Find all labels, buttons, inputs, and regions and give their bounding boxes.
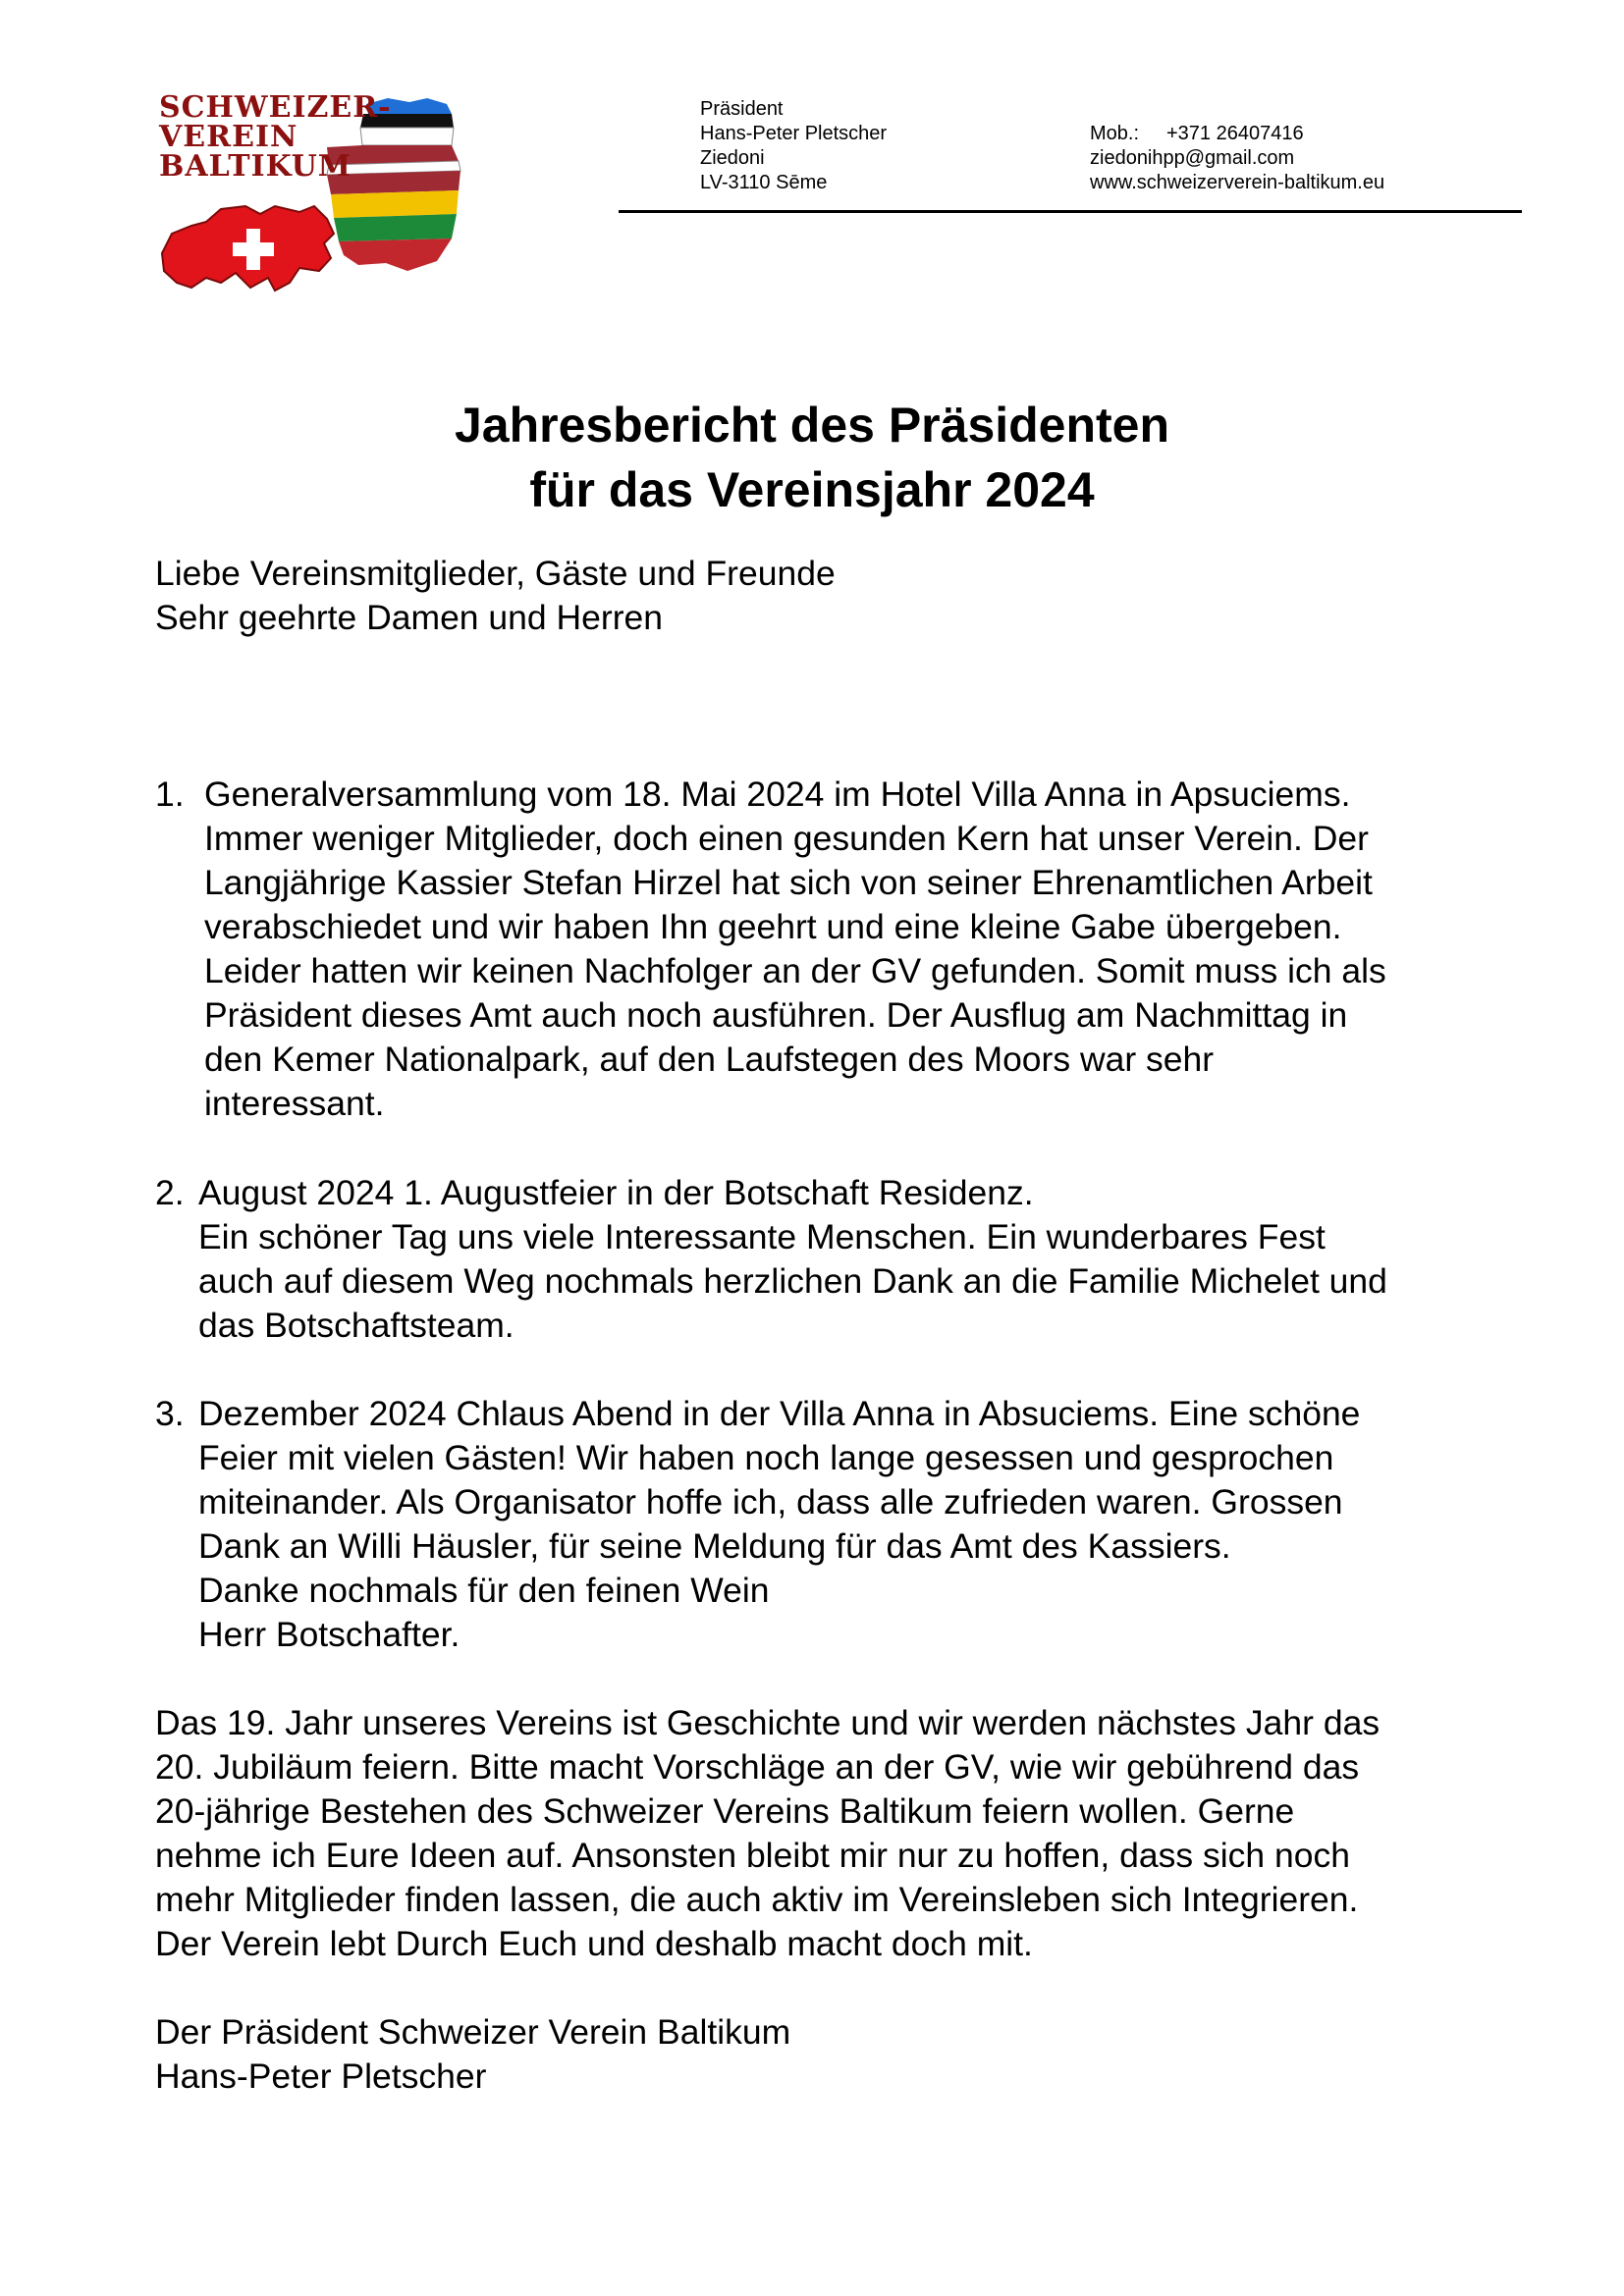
item-line: Ein schöner Tag uns viele Interessante Menschen. Ein wunderbares Fest	[198, 1217, 1326, 1256]
item-line: verabschiedet und wir haben Ihn geehrt und eine kleine Gabe übergeben.	[204, 907, 1342, 946]
closing-line: Das 19. Jahr unseres Vereins ist Geschichte und wir werden nächstes Jahr das	[155, 1703, 1380, 1742]
signature-block	[155, 2010, 790, 2099]
item-line: Leider hatten wir keinen Nachfolger an der GV gefunden. Somit muss ich als	[204, 951, 1386, 990]
item-number: 2.	[155, 1173, 185, 1212]
item-number: 3.	[155, 1394, 185, 1433]
item-line: Feier mit vielen Gästen! Wir haben noch lange gesessen und gesprochen	[198, 1438, 1334, 1477]
document-title	[0, 393, 1624, 522]
title-line-2: für das Vereinsjahr 2024	[529, 462, 1095, 517]
item-line: Präsident dieses Amt auch noch ausführen. Der Ausflug am Nachmittag in	[204, 995, 1348, 1035]
item-line: Dezember 2024 Chlaus Abend in der Villa Anna in Absuciems. Eine schöne	[198, 1394, 1361, 1433]
salutation-line: Sehr geehrte Damen und Herren	[155, 598, 664, 637]
lithuania-green-band	[334, 214, 457, 241]
lithuania-yellow-band	[331, 190, 459, 218]
item-number: 1.	[155, 774, 185, 814]
item-line: Danke nochmals für den feinen Wein	[198, 1571, 770, 1610]
header-divider	[619, 210, 1522, 213]
item-line: Herr Botschafter.	[198, 1615, 460, 1654]
closing-paragraph	[155, 1701, 1380, 1966]
swiss-cross-horizontal	[233, 242, 274, 256]
item-line: interessant.	[204, 1084, 385, 1123]
item-line: den Kemer Nationalpark, auf den Laufstegen des Moors war sehr	[204, 1040, 1215, 1079]
title-line-1: Jahresbericht des Präsidenten	[454, 398, 1170, 453]
item-text	[198, 1392, 1360, 1657]
sender-name: Hans-Peter Pletscher	[700, 123, 888, 144]
sender-street: Ziedoni	[700, 147, 765, 169]
item-line: miteinander. Als Organisator hoffe ich, dass alle zufrieden waren. Grossen	[198, 1482, 1343, 1522]
item-text	[198, 1171, 1387, 1348]
website-url: www.schweizerverein-baltikum.eu	[1090, 172, 1385, 193]
logo-text-line: BALTIKUM	[159, 149, 352, 184]
email-address: ziedonihpp@gmail.com	[1090, 147, 1295, 169]
item-line: Langjährige Kassier Stefan Hirzel hat sich von seiner Ehrenamtlichen Arbeit	[204, 863, 1373, 902]
item-line: auch auf diesem Weg nochmals herzlichen Dank an die Familie Michelet und	[198, 1261, 1387, 1301]
sender-city: LV-3110 Sēme	[700, 172, 828, 193]
logo-text-line: VEREIN	[159, 120, 298, 154]
closing-line: 20. Jubiläum feiern. Bitte macht Vorschläge an der GV, wie wir gebührend das	[155, 1747, 1360, 1787]
signature-title: Der Präsident Schweizer Verein Baltikum	[155, 2012, 791, 2052]
item-line: August 2024 1. Augustfeier in der Botschaft Residenz.	[198, 1173, 1034, 1212]
closing-line: nehme ich Eure Ideen auf. Ansonsten bleibt mir nur zu hoffen, dass sich noch	[155, 1836, 1350, 1875]
phone-number: +371 26407416	[1166, 123, 1304, 144]
closing-line: 20-jährige Bestehen des Schweizer Vereins Baltikum feiern wollen. Gerne	[155, 1791, 1295, 1831]
logo-wordmark	[159, 90, 392, 184]
closing-line: Der Verein lebt Durch Euch und deshalb macht doch mit.	[155, 1924, 1033, 1963]
salutation	[155, 552, 836, 640]
item-text	[204, 773, 1386, 1126]
item-line: das Botschaftsteam.	[198, 1306, 514, 1345]
item-line: Immer weniger Mitglieder, doch einen gesunden Kern hat unser Verein. Der	[204, 819, 1369, 858]
closing-line: mehr Mitglieder finden lassen, die auch aktiv im Vereinsleben sich Integrieren.	[155, 1880, 1359, 1919]
sender-address	[700, 97, 887, 195]
signature-name: Hans-Peter Pletscher	[155, 2056, 487, 2096]
sender-role: Präsident	[700, 98, 784, 120]
sender-contact	[1090, 122, 1384, 195]
logo-text-line: SCHWEIZER-	[159, 90, 392, 125]
salutation-line: Liebe Vereinsmitglieder, Gäste und Freunde	[155, 554, 836, 593]
item-line: Dank an Willi Häusler, für seine Meldung für das Amt des Kassiers.	[198, 1526, 1231, 1566]
phone-label: Mob.:	[1090, 123, 1140, 144]
lithuania-red-band	[339, 239, 452, 271]
phone-row	[1090, 122, 1384, 146]
item-line: Generalversammlung vom 18. Mai 2024 im Hotel Villa Anna in Apsuciems.	[204, 774, 1351, 814]
